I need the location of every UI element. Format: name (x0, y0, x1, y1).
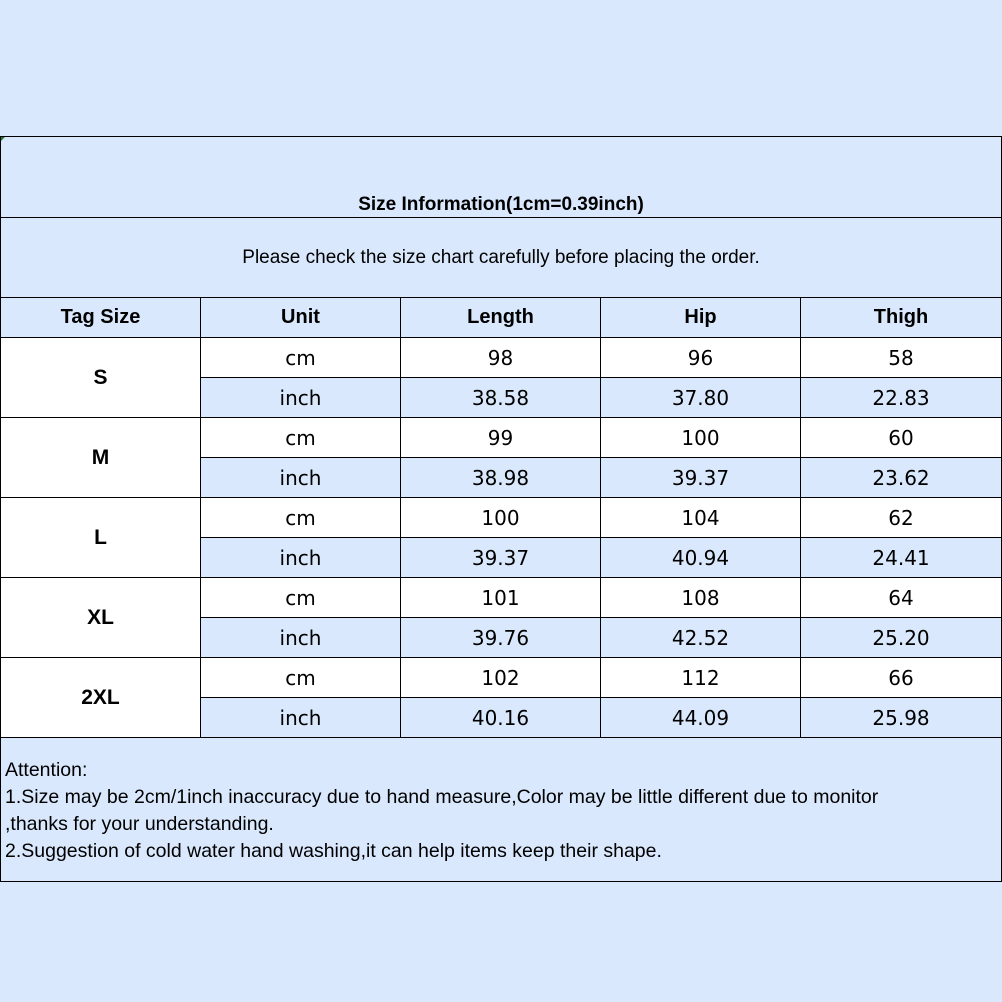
size-chart-table (0, 136, 1002, 882)
hip-cell: 96 (601, 338, 801, 378)
table-row (1, 578, 1002, 618)
hip-cell: 104 (601, 498, 801, 538)
unit-cell: inch (201, 458, 401, 498)
hip-cell: 100 (601, 418, 801, 458)
attention-cell (1, 738, 1002, 882)
length-cell: 40.16 (401, 698, 601, 738)
length-cell: 39.76 (401, 618, 601, 658)
unit-cell: cm (201, 418, 401, 458)
table-row (1, 418, 1002, 458)
unit-cell: inch (201, 378, 401, 418)
unit-cell: inch (201, 698, 401, 738)
unit-cell: inch (201, 618, 401, 658)
length-cell: 38.98 (401, 458, 601, 498)
header-hip: Hip (601, 298, 801, 338)
tag-size-cell: M (1, 418, 201, 498)
thigh-cell: 62 (801, 498, 1002, 538)
unit-cell: cm (201, 578, 401, 618)
header-tag-size: Tag Size (1, 298, 201, 338)
thigh-cell: 22.83 (801, 378, 1002, 418)
thigh-cell: 58 (801, 338, 1002, 378)
order-notice: Please check the size chart carefully before placing the order. (242, 246, 760, 268)
header-thigh: Thigh (801, 298, 1002, 338)
hip-cell: 108 (601, 578, 801, 618)
chart-title-cell (1, 137, 1002, 218)
attention-heading: Attention: (5, 759, 88, 781)
hip-cell: 40.94 (601, 538, 801, 578)
header-length: Length (401, 298, 601, 338)
length-cell: 99 (401, 418, 601, 458)
unit-cell: cm (201, 498, 401, 538)
hip-cell: 44.09 (601, 698, 801, 738)
table-row (1, 498, 1002, 538)
header-unit: Unit (201, 298, 401, 338)
table-row (1, 658, 1002, 698)
attention-line: 1.Size may be 2cm/1inch inaccuracy due to hand measure,Color may be little different due to monitor (5, 786, 879, 808)
tag-size-cell: S (1, 338, 201, 418)
attention-line: 2.Suggestion of cold water hand washing,it can help items keep their shape. (5, 840, 662, 862)
length-cell: 98 (401, 338, 601, 378)
tag-size-cell: L (1, 498, 201, 578)
thigh-cell: 25.98 (801, 698, 1002, 738)
unit-cell: inch (201, 538, 401, 578)
header-row (1, 298, 1002, 338)
hip-cell: 37.80 (601, 378, 801, 418)
unit-cell: cm (201, 658, 401, 698)
hip-cell: 42.52 (601, 618, 801, 658)
chart-title: Size Information(1cm=0.39inch) (358, 194, 644, 215)
length-cell: 38.58 (401, 378, 601, 418)
table-row (1, 338, 1002, 378)
tag-size-cell: 2XL (1, 658, 201, 738)
thigh-cell: 25.20 (801, 618, 1002, 658)
hip-cell: 39.37 (601, 458, 801, 498)
length-cell: 100 (401, 498, 601, 538)
length-cell: 101 (401, 578, 601, 618)
hip-cell: 112 (601, 658, 801, 698)
thigh-cell: 60 (801, 418, 1002, 458)
tag-size-cell: XL (1, 578, 201, 658)
unit-cell: cm (201, 338, 401, 378)
thigh-cell: 24.41 (801, 538, 1002, 578)
thigh-cell: 23.62 (801, 458, 1002, 498)
attention-line: ,thanks for your understanding. (5, 813, 274, 835)
thigh-cell: 66 (801, 658, 1002, 698)
notice-cell (1, 218, 1002, 298)
length-cell: 39.37 (401, 538, 601, 578)
thigh-cell: 64 (801, 578, 1002, 618)
length-cell: 102 (401, 658, 601, 698)
